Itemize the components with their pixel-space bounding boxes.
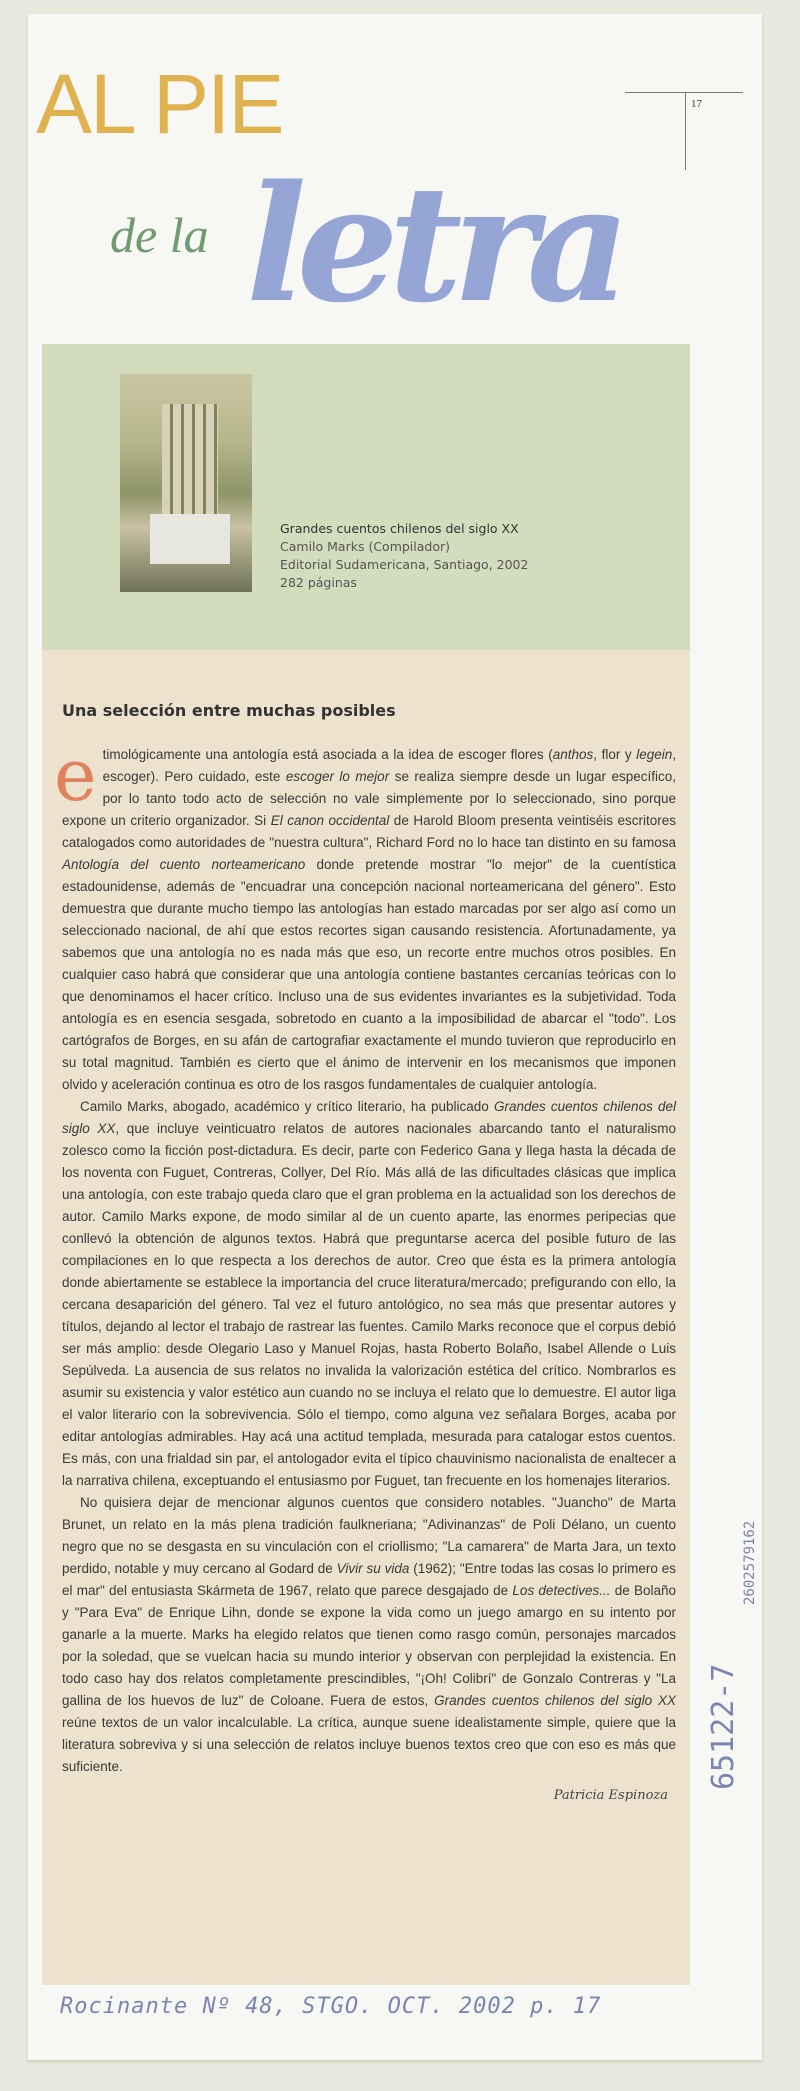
article xyxy=(42,650,690,1985)
article-paragraph xyxy=(54,733,677,1096)
paragraph-text: de Bolaño y "Para Eva" de Enrique Lihn, donde se expone la vida como un juego amargo en su intento por ganarle a la muerte. Marks ha elegido relatos que tienen como rasgo común, personajes marcados por la soledad, que se vuelcan hacia su mundo interior y observan con perplejidad la existencia. En todo caso hay dos relatos completamente prescindibles, "¡Oh! Colibrí" de Gonzalo Contreras y "La gallina de los huevos de luz" de Coloane. Fuera de estos, xyxy=(62,1583,676,1708)
cover-building xyxy=(162,404,218,524)
book-author: Camilo Marks (Compilador) xyxy=(280,539,451,554)
italic-title-text: anthos xyxy=(552,747,594,762)
italic-title-text: escoger lo mejor xyxy=(285,769,390,784)
paragraph-text: , que incluye veinticuatro relatos de autores nacionales abarcando tanto el naturalismo zolesco como la ficción post-dictadura. Es decir, parte con Federico Gana y llega hasta la década de los noventa con Fuguet, Contreras, Collyer, Del Río. Más allá de las dificultades clásicas que implica una antología, con este trabajo queda claro que el gran problema en la actualidad son los derechos de autor. Camilo Marks expone, de modo similar al de un cuento aparte, las enormes peripecias que conllevó la obtención de algunos textos. Habrá que preguntarse acerca del posible futuro de las compilaciones en lo que respecta a los derechos de autor. Creo que ésta es la primera antología donde abiertamente se establece la importancia del cruce literatura/mercado; prefigurando con ello, la cercana desaparición del género. Tal vez el futuro antológico, no sea más que presentar autores y títulos, dejando al lector el trabajo de rastrear las fuentes. Camilo Marks reconoce que el corpus debió ser más amplio: desde Olegario Laso y Manuel Rojas, hasta Roberto Bolaño, Isabel Allende o Luis Sepúlveda. La ausencia de sus relatos no invalida la valorización estética del crítico. Nombrarlos es asumir su existencia y valor estético aun cuando no se incluya el relato que lo demuestre. El autor liga el valor literario con la sobrevivencia. Sólo el tiempo, como alguna vez señalara Borges, acaba por editar antologías admirables. Hay acá una actitud templada, mesurada para catalogar estos cuentos. Es más, con una frialdad sin par, el antologador evita el típico chauvinismo nacionalista de enaltecer a la narrativa chilena, exceptuando el entusiasmo por Fuguet, tan frecuente en los homenajes literarios. xyxy=(62,1121,676,1488)
book-pages: 282 páginas xyxy=(280,575,357,590)
paragraph-text: , flor y xyxy=(593,747,637,762)
paragraph-text: donde pretende mostrar "lo mejor" de la cuentística estadounidense, además de "encuadrar una concepción nacional norteamericana del género". Esto demuestra que durante mucho tiempo las antologías han estado marcadas por ser algo así como un seleccionado nacional, de ahí que estos recortes sigan causando resistencia. Afortunadamente, ya sabemos que una antología no es nada más que eso, un recorte entre muchos otros posibles. En cualquier caso habrá que considerar que una antología contiene bastantes cercanías teóricas con lo que denominamos el hacer crítico. Incluso una de sus evidentes invariantes es la subjetividad. Toda antología es en esencia sesgada, sobretodo en cuanto a la imposibilidad de abarcar el "todo". Los cartógrafos de Borges, en su afán de cartografiar exactamente el mundo tuvieron que reproducirlo en su total magnitud. También es cierto que el ánimo de intervenir en los mecanismos que imponen olvido y aceleración continua es otro de los rasgos fundamentales de cualquier antología. xyxy=(62,857,676,1092)
paragraph-text: (1962); "Entre todas las cosas lo primero es el mar" del entusiasta Skármeta de 1967, relato que parece desgajado de xyxy=(62,1561,676,1598)
book-cover-image xyxy=(120,374,252,592)
book-title: Grandes cuentos chilenos del siglo XX xyxy=(280,521,519,536)
book-info-box xyxy=(42,344,690,650)
italic-title-text: Grandes cuentos chilenos del siglo XX xyxy=(62,1099,676,1136)
page-number: 17 xyxy=(691,98,702,110)
drop-cap: e xyxy=(54,733,97,817)
paragraph-text: timológicamente una antología está asociada a la idea de escoger flores ( xyxy=(102,747,553,762)
paragraph-text: se realiza siempre desde un lugar específico, por lo tanto todo acto de selección no vale simplemente por lo seleccionado, sino porque expone un criterio organizador. Si xyxy=(62,769,677,828)
paragraph-text: Camilo Marks, abogado, académico y crítico literario, ha publicado xyxy=(80,1099,494,1114)
italic-title-text: Antología del cuento norteamericano xyxy=(62,857,306,872)
handwritten-catalog-number: 65122-7 xyxy=(706,1663,741,1790)
italic-title-text: legein xyxy=(636,747,673,762)
article-paragraph xyxy=(62,1492,676,1778)
italic-title-text: El canon occidental xyxy=(270,813,390,828)
paragraph-text: , escoger). Pero cuidado, este xyxy=(102,747,676,784)
book-publisher: Editorial Sudamericana, Santiago, 2002 xyxy=(280,557,529,572)
handwritten-source-note: Rocinante Nº 48, STGO. OCT. 2002 p. 17 xyxy=(60,1994,602,2019)
masthead-al-pie: AL PIE xyxy=(36,57,283,151)
book-details xyxy=(280,520,528,592)
stamped-number: 2602579162 xyxy=(742,1520,758,1605)
italic-title-text: Grandes cuentos chilenos del siglo XX xyxy=(434,1693,677,1708)
italic-title-text: Los detectives... xyxy=(512,1583,611,1598)
folio-rule-vertical xyxy=(685,92,686,170)
paragraph-text: de Harold Bloom presenta veintiséis escritores catalogados como autoridades de "nuestra cultura", Richard Ford no lo hace tan distinto en su famosa xyxy=(62,813,676,850)
folio-rule-horizontal xyxy=(625,92,743,93)
masthead-letra: letra xyxy=(246,150,621,338)
article-headline: Una selección entre muchas posibles xyxy=(62,701,396,720)
article-body xyxy=(54,733,677,1778)
paragraph-text: No quisiera dejar de mencionar algunos cuentos que considero notables. "Juancho" de Marta Brunet, un relato en la más plena tradición faulkneriana; "Adivinanzas" de Poli Délano, un cuento negro que no se desgasta en su vinculación con el criollismo; "La camarera" de Marta Jara, un texto perdido, notable y muy cercano al Godard de xyxy=(62,1495,676,1576)
paragraph-text: reúne textos de un valor incalculable. La crítica, aunque suene idealistamente simple, quiere que la literatura sobreviva y si una selección de relatos incluye buenos textos creo que con eso es más que suficiente. xyxy=(62,1715,676,1774)
masthead-de-la: de la xyxy=(110,207,209,263)
cover-label xyxy=(150,514,230,564)
italic-title-text: Vivir su vida xyxy=(336,1561,410,1576)
article-paragraph xyxy=(62,1096,676,1492)
author-signature: Patricia Espinoza xyxy=(553,1788,668,1803)
